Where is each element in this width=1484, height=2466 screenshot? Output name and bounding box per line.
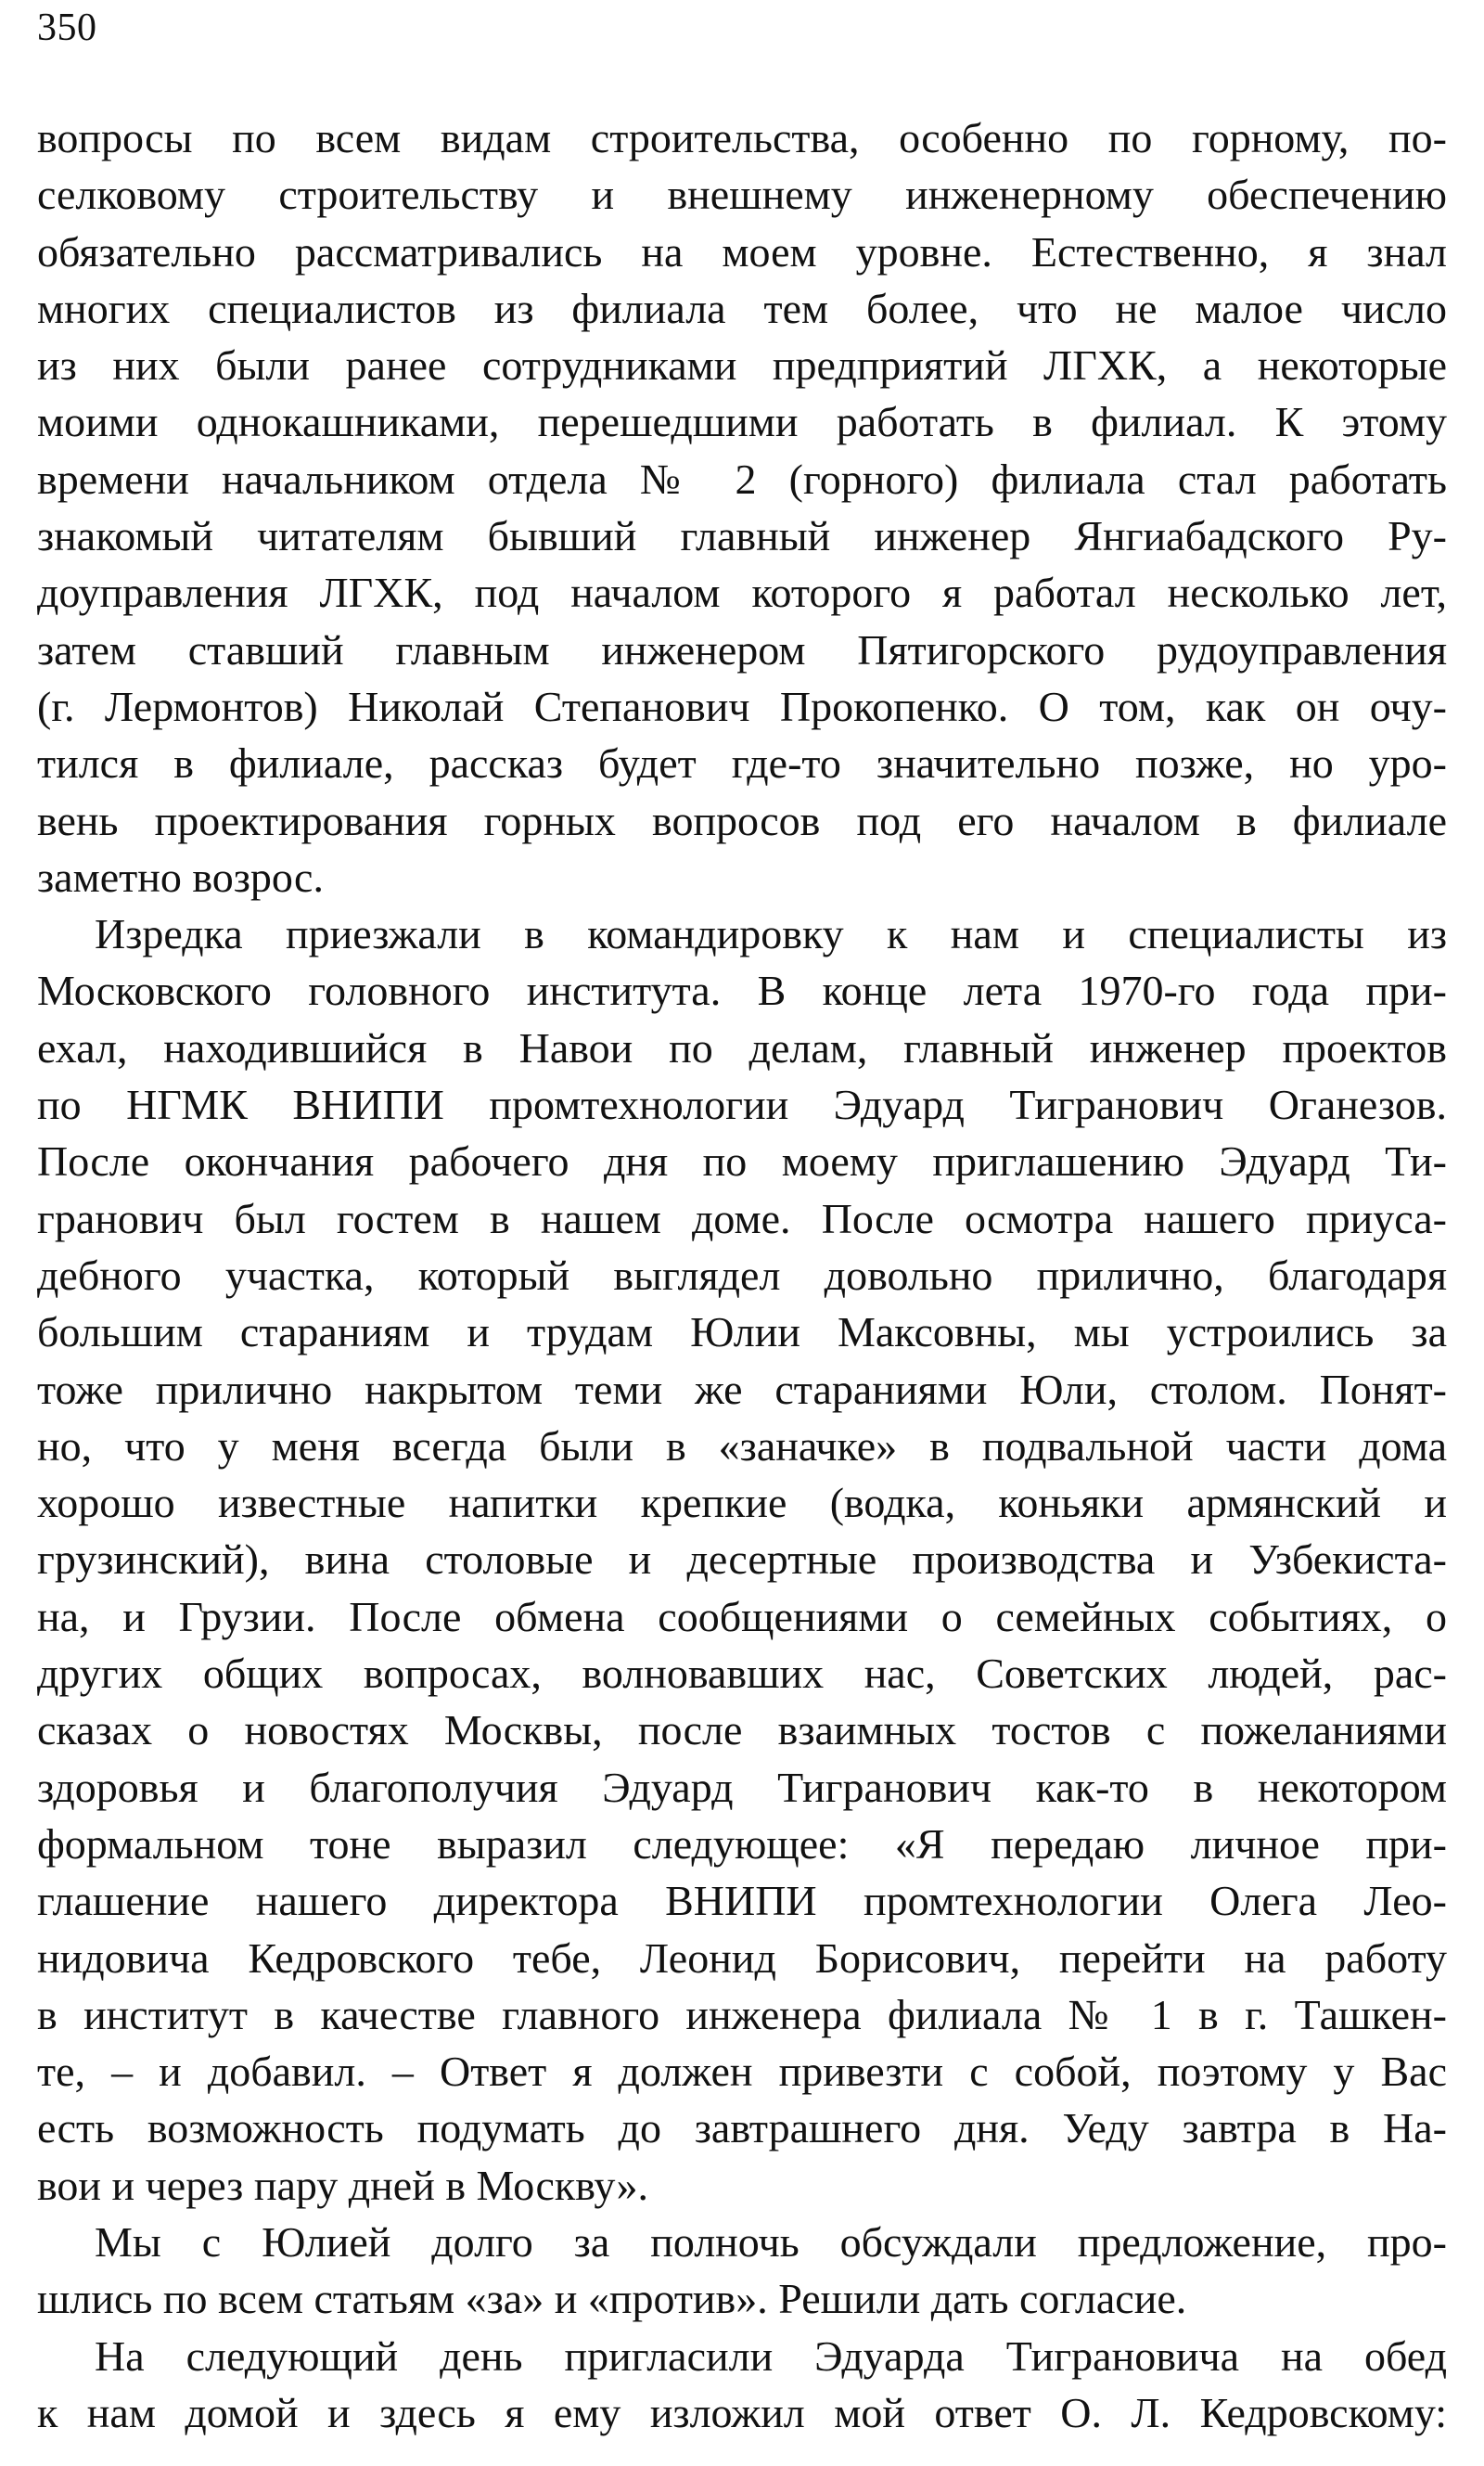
text-line: формальном тоне выразил следующее: «Я передаю личное при- (37, 1819, 1447, 1868)
text-line: (г. Лермонтов) Николай Степанович Прокопенко. О том, как он очу- (37, 682, 1447, 730)
text-line: Московского головного института. В конце лета 1970-го года при- (37, 967, 1447, 1015)
text-line: После окончания рабочего дня по моему приглашению Эдуард Ти- (37, 1137, 1447, 1186)
text-line: в институт в качестве главного инженера филиала № 1 в г. Ташкен- (37, 1990, 1447, 2038)
text-line: шлись по всем статьям «за» и «против». Решили дать согласие. (37, 2275, 1187, 2323)
text-line: тился в филиале, рассказ будет где-то значительно позже, но уро- (37, 739, 1447, 788)
text-line: дебного участка, который выглядел довольно прилично, благодаря (37, 1251, 1447, 1299)
text-line: обязательно рассматривались на моем уровне. Естественно, я знал (37, 227, 1447, 276)
text-line: вопросы по всем видам строительства, особенно по горному, по- (37, 114, 1447, 161)
text-line: гранович был гостем в нашем доме. После осмотра нашего приуса- (37, 1194, 1447, 1242)
text-line: грузинский), вина столовые и десертные производства и Узбекиста- (37, 1535, 1447, 1584)
text-line: сказах о новостях Москвы, после взаимных тостов с пожеланиями (37, 1706, 1447, 1754)
text-line: знакомый читателям бывший главный инженер Янгиабадского Ру- (37, 512, 1447, 560)
text-line: вень проектирования горных вопросов под его началом в филиале (37, 796, 1447, 844)
text-line: нидовича Кедровского тебе, Леонид Борисович, перейти на работу (37, 1933, 1447, 1982)
text-line: многих специалистов из филиала тем более, что не малое число (37, 284, 1447, 332)
text-line: из них были ранее сотрудниками предприятий ЛГХК, а некоторые (37, 341, 1447, 390)
text-line: но, что у меня всегда были в «заначке» в подвальной части дома (37, 1421, 1447, 1470)
text-line: к нам домой и здесь я ему изложил мой ответ О. Л. Кедровскому: (37, 2388, 1447, 2436)
text-line: есть возможность подумать до завтрашнего дня. Уеду завтра в На- (37, 2104, 1447, 2152)
text-line: ехал, находившийся в Навои по делам, главный инженер проектов (37, 1023, 1447, 1072)
page-number: 350 (37, 6, 97, 49)
text-line: На следующий день пригласили Эдуарда Тиграновича на обед (95, 2331, 1447, 2380)
text-line: моими однокашниками, перешедшими работать в филиал. К этому (37, 398, 1447, 446)
text-line: тоже прилично накрытом теми же стараниями Юли, столом. Понят- (37, 1365, 1447, 1413)
text-line: Мы с Юлией долго за полночь обсуждали предложение, про- (95, 2217, 1447, 2266)
text-line: других общих вопросах, волновавших нас, Советских людей, рас- (37, 1650, 1447, 1698)
text-line: на, и Грузии. После обмена сообщениями о семейных событиях, о (37, 1592, 1447, 1640)
text-line: здоровья и благополучия Эдуард Тигранович как-то в некотором (37, 1763, 1447, 1811)
text-line: большим стараниям и трудам Юлии Максовны, мы устроились за (37, 1308, 1447, 1356)
text-line: затем ставший главным инженером Пятигорского рудоуправления (37, 625, 1447, 674)
text-line: хорошо известные напитки крепкие (водка, коньяки армянский и (37, 1479, 1447, 1527)
text-line: те, – и добавил. – Ответ я должен привезти с собой, поэтому у Вас (37, 2048, 1447, 2096)
text-line: времени начальником отдела № 2 (горного) филиала стал работать (37, 455, 1447, 503)
text-line: Изредка приезжали в командировку к нам и специалисты из (95, 910, 1447, 958)
body-text (37, 109, 1447, 2441)
text-line: доуправления ЛГХК, под началом которого я работал несколько лет, (37, 569, 1447, 617)
text-line: вои и через пару дней в Москву». (37, 2161, 649, 2209)
text-line: по НГМК ВНИПИ промтехнологии Эдуард Тигранович Оганезов. (37, 1081, 1447, 1129)
text-line: глашение нашего директора ВНИПИ промтехнологии Олега Лео- (37, 1877, 1447, 1925)
text-line: заметно возрос. (37, 853, 324, 901)
text-line: селковому строительству и внешнему инженерному обеспечению (37, 171, 1447, 219)
